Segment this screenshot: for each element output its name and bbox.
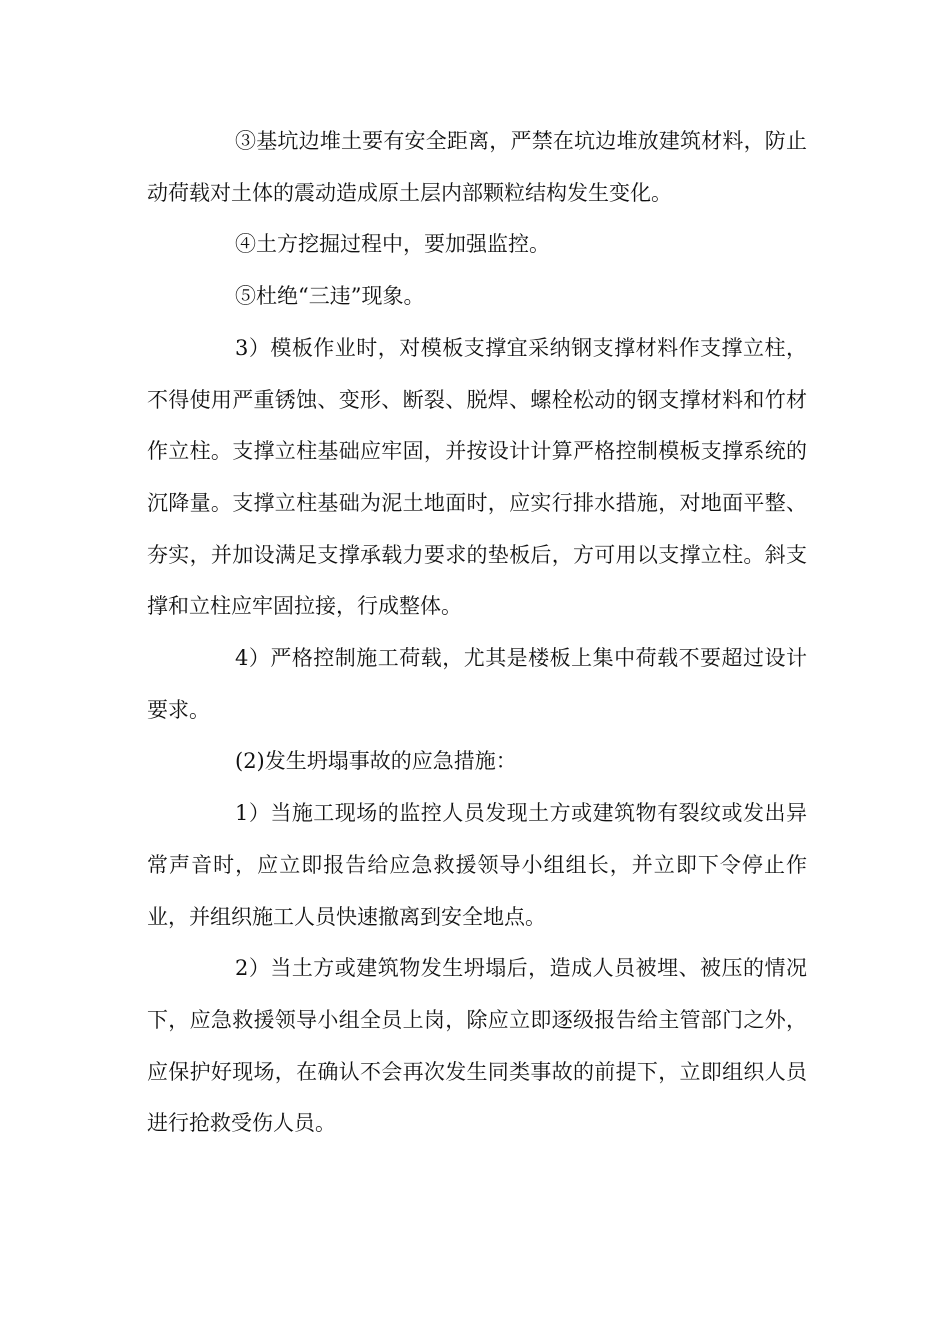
- document-body: [147, 116, 807, 1150]
- paragraph-construction-load: 4）严格控制施工荷载，尤其是楼板上集中荷载不要超过设计要求。: [147, 646, 807, 722]
- section-heading-collapse-emergency: (2)发生坍塌事故的应急措施：: [235, 749, 517, 774]
- paragraph-item-5-violations: ⑤杜绝“三违”现象。: [235, 284, 425, 309]
- paragraph-item-4-monitoring: ④土方挖掘过程中，要加强监控。: [235, 232, 550, 257]
- paragraph-crack-report: 1）当施工现场的监控人员发现土方或建筑物有裂纹或发出异常声音时，应立即报告给应急救援领导小组组长，并立即下令停止作业，并组织施工人员快速撤离到安全地点。: [147, 801, 807, 929]
- paragraph-rescue-after-collapse: 2）当土方或建筑物发生坍塌后，造成人员被埋、被压的情况下，应急救援领导小组全员上岗，除应立即逐级报告给主管部门之外，应保护好现场，在确认不会再次发生同类事故的前提下，立即组织人员进行抢救受伤人员。: [147, 956, 807, 1136]
- paragraph-item-3-earth-stacking: ③基坑边堆土要有安全距离，严禁在坑边堆放建筑材料，防止动荷载对土体的震动造成原土层内部颗粒结构发生变化。: [147, 129, 807, 205]
- paragraph-formwork-support: 3）模板作业时，对模板支撑宜采纳钢支撑材料作支撑立柱，不得使用严重锈蚀、变形、断裂、脱焊、螺栓松动的钢支撑材料和竹材作立柱。支撑立柱基础应牢固，并按设计计算严格控制模板支撑系统的沉降量。支撑立柱基础为泥土地面时，应实行排水措施，对地面平整、夯实，并加设满足支撑承载力要求的垫板后，方可用以支撑立柱。斜支撑和立柱应牢固拉接，行成整体。: [147, 335, 807, 619]
